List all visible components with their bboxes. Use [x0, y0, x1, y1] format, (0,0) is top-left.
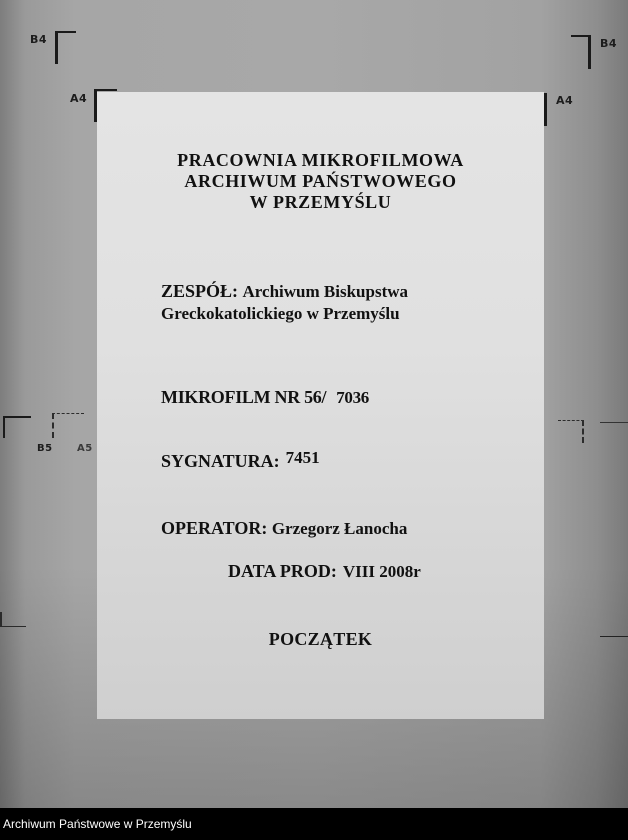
mikrofilm-label: MIKROFILM NR 56/ [161, 387, 327, 407]
mark-label-b4-right: B4 [600, 37, 618, 50]
header-line-1: PRACOWNIA MIKROFILMOWA [177, 150, 464, 170]
field-data-prod [228, 560, 421, 583]
corner-mark-b4-right [571, 35, 591, 69]
mark-label-a5-left: A5 [77, 443, 93, 454]
footer-caption: Archiwum Państwowe w Przemyślu [3, 817, 192, 831]
target-card [97, 92, 544, 719]
zespol-value-line-2: Greckokatolickiego w Przemyślu [161, 304, 400, 323]
corner-mark-b5-left [3, 416, 31, 438]
footer-bar [0, 808, 628, 840]
corner-mark-a4-right [544, 93, 547, 126]
sygnatura-label: SYGNATURA: [161, 451, 280, 471]
corner-mark-lower-left [0, 612, 26, 627]
mikrofilm-value: 7036 [336, 388, 370, 407]
header-line-2: ARCHIWUM PAŃSTWOWEGO [184, 171, 457, 191]
sygnatura-value: 7451 [285, 448, 320, 467]
card-header [97, 150, 544, 213]
mark-label-a4-right: A4 [556, 94, 574, 107]
operator-label: OPERATOR: [161, 518, 268, 538]
corner-mark-b5-right [600, 422, 628, 423]
corner-mark-a5-left [52, 413, 84, 438]
mark-label-a4-left: A4 [70, 92, 88, 105]
corner-mark-lower-right [600, 636, 628, 637]
field-sygnatura [161, 450, 320, 473]
status-poczatek: POCZĄTEK [268, 629, 373, 649]
mark-label-b4-left: B4 [30, 33, 48, 46]
data-prod-label: DATA PROD: [228, 561, 337, 581]
field-zespol [161, 280, 408, 325]
zespol-value-line-1: Archiwum Biskupstwa [242, 282, 409, 301]
corner-mark-a5-right [558, 420, 584, 443]
operator-value: Grzegorz Łanocha [271, 519, 408, 538]
data-prod-value: VIII 2008r [342, 562, 421, 581]
header-line-3: W PRZEMYŚLU [249, 192, 392, 212]
mark-label-b5-left: B5 [37, 443, 53, 454]
field-mikrofilm [161, 386, 369, 409]
corner-mark-b4-left [55, 31, 76, 64]
field-operator [161, 517, 407, 540]
zespol-label: ZESPÓŁ: [161, 281, 239, 301]
